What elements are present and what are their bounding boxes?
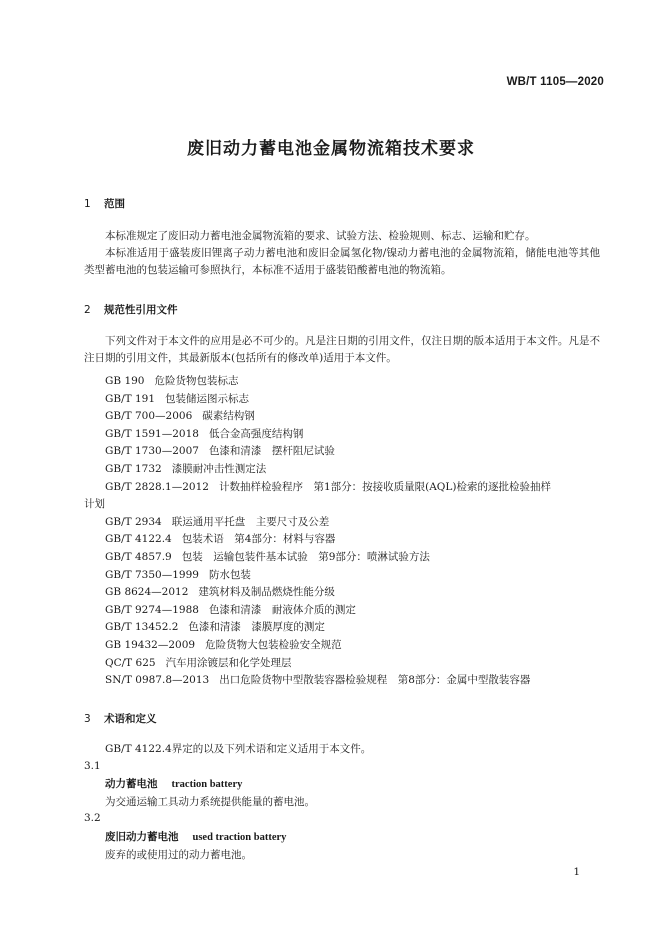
- section-title: 规范性引用文件: [104, 304, 178, 316]
- term-english: traction battery: [171, 779, 243, 790]
- reference-title: 包装术语 第4部分：材料与容器: [181, 533, 336, 546]
- reference-code: QC/T 625: [105, 656, 156, 669]
- reference-code: GB/T 2828.1—2012: [105, 480, 209, 493]
- section-3-heading: [84, 711, 157, 726]
- reference-code: GB/T 4857.9: [105, 550, 172, 563]
- term-definition: 为交通运输工具动力系统提供能量的蓄电池。: [105, 796, 315, 808]
- section-1-paragraph-1: 本标准规定了废旧动力蓄电池金属物流箱的要求、试验方法、检验规则、标志、运输和贮存。: [105, 230, 536, 242]
- reference-code: GB/T 7350—1999: [105, 568, 199, 581]
- reference-title: 色漆和清漆 耐液体介质的测定: [208, 603, 356, 616]
- reference-title: 漆膜耐冲击性测定法: [171, 462, 267, 475]
- reference-item: [105, 461, 600, 479]
- reference-code: GB 8624—2012: [105, 586, 189, 599]
- term-chinese: 废旧动力蓄电池: [105, 831, 179, 843]
- reference-code: GB/T 1730—2007: [105, 445, 199, 458]
- reference-item: [105, 514, 600, 532]
- section-title: 范围: [104, 198, 125, 210]
- reference-title: 出口危险货物中型散装容器检验规程 第8部分：金属中型散装容器: [219, 674, 531, 687]
- reference-title: 包装储运图示标志: [165, 392, 250, 405]
- reference-item: [105, 602, 600, 620]
- reference-title: 低合金高强度结构钢: [208, 427, 304, 440]
- reference-item: [105, 672, 600, 690]
- reference-title: 色漆和清漆 摆杆阻尼试验: [208, 445, 335, 458]
- section-3-paragraph-1: GB/T 4122.4界定的以及下列术语和定义适用于本文件。: [105, 743, 372, 755]
- reference-item: [105, 655, 600, 673]
- reference-title: 建筑材料及制品燃烧性能分级: [198, 586, 335, 599]
- reference-code: GB/T 191: [105, 392, 156, 405]
- reference-title: 计数抽样检验程序 第1部分：按接收质量限(AQL)检索的逐批检验抽样: [218, 480, 551, 493]
- section-number: 1: [84, 198, 91, 210]
- term-heading: [105, 829, 286, 844]
- reference-item: [105, 443, 600, 461]
- section-2-paragraph-1: 下列文件对于本文件的应用是必不可少的。凡是注日期的引用文件，仅注日期的版本适用于本文件。凡是不注日期的引用文件，其最新版本(包括所有的修改单)适用于本文件。: [84, 335, 600, 364]
- page-number: 1: [573, 866, 580, 878]
- reference-code: GB/T 4122.4: [105, 533, 172, 546]
- reference-code: GB/T 700—2006: [105, 410, 193, 423]
- reference-item: [105, 549, 600, 567]
- reference-item: [105, 567, 600, 585]
- reference-code: GB 19432—2009: [105, 638, 196, 651]
- reference-title: 汽车用涂镀层和化学处理层: [165, 656, 292, 669]
- reference-title: 危险货物包装标志: [154, 375, 239, 387]
- reference-item: [105, 373, 600, 391]
- section-1-paragraph-2: 本标准适用于盛装废旧锂离子动力蓄电池和废旧金属氢化物/镍动力蓄电池的金属物流箱，储能电池等其他类型蓄电池的包装运输可参照执行，本标准不适用于盛装铅酸蓄电池的物流箱。: [84, 247, 600, 276]
- term-number: 3.1: [84, 760, 101, 772]
- reference-item: [84, 479, 600, 514]
- section-title: 术语和定义: [104, 713, 157, 725]
- reference-item: [105, 584, 600, 602]
- reference-item: [105, 391, 600, 409]
- reference-code: GB/T 1591—2018: [105, 427, 199, 440]
- reference-code: GB/T 1732: [105, 462, 162, 475]
- section-number: 2: [84, 304, 91, 316]
- reference-title: 防水包装: [208, 568, 251, 581]
- reference-code: GB/T 13452.2: [105, 621, 179, 634]
- reference-item: [105, 408, 600, 426]
- reference-code: GB/T 2934: [105, 515, 162, 528]
- reference-code: GB/T 9274—1988: [105, 603, 199, 616]
- reference-title: 联运通用平托盘 主要尺寸及公差: [171, 515, 330, 528]
- term-english: used traction battery: [192, 832, 287, 843]
- normative-references-list: [84, 373, 600, 690]
- reference-title: 碳素结构钢: [202, 410, 255, 423]
- standard-code: WB/T 1105—2020: [506, 76, 604, 88]
- term-definition: 废弃的或使用过的动力蓄电池。: [105, 849, 252, 861]
- reference-title: 色漆和清漆 漆膜厚度的测定: [188, 621, 325, 634]
- reference-item: [105, 619, 600, 637]
- reference-item: [105, 637, 600, 655]
- reference-title: 包装 运输包装件基本试验 第9部分：喷淋试验方法: [181, 550, 430, 563]
- reference-title: 危险货物大包装检验安全规范: [205, 638, 342, 651]
- document-title: 废旧动力蓄电池金属物流箱技术要求: [187, 139, 475, 159]
- term-number: 3.2: [84, 812, 101, 824]
- term-heading: [105, 776, 242, 791]
- reference-item: [105, 426, 600, 444]
- term-chinese: 动力蓄电池: [105, 778, 158, 790]
- reference-title-continuation: 计划: [84, 498, 105, 511]
- section-number: 3: [84, 713, 91, 725]
- reference-code: GB 190: [105, 375, 145, 387]
- reference-item: [105, 531, 600, 549]
- reference-code: SN/T 0987.8—2013: [105, 674, 210, 687]
- section-1-heading: [84, 196, 125, 211]
- section-2-heading: [84, 302, 178, 317]
